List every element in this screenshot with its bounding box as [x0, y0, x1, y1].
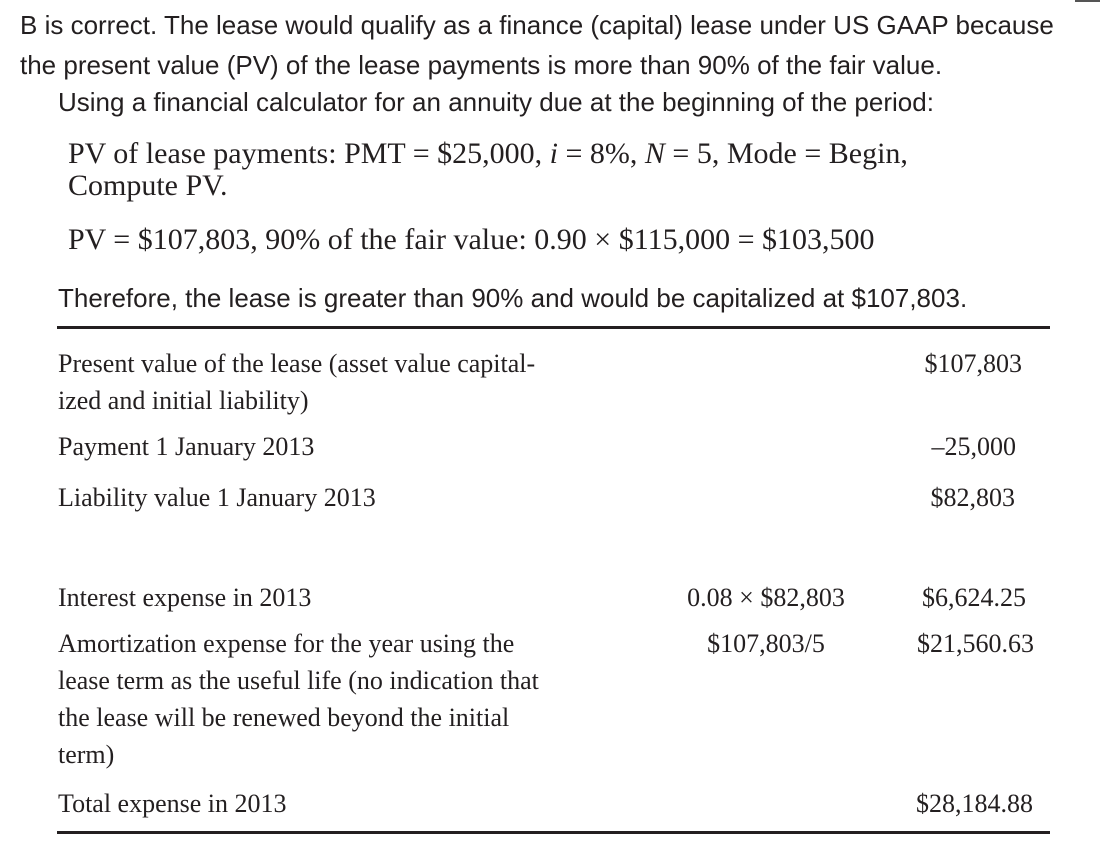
row-label-line: Interest expense in 2013 — [58, 583, 312, 612]
row-label-line: Liability value 1 January 2013 — [58, 483, 376, 512]
row-value: $82,803 — [930, 483, 1015, 512]
row-label-line: Total expense in 2013 — [58, 789, 287, 818]
row-label-line: Payment 1 January 2013 — [58, 432, 315, 461]
row-calc: 0.08 × $82,803 — [687, 583, 845, 612]
conclusion-text: Therefore, the lease is greater than 90% and would be capitalized at $107,803. — [58, 283, 968, 313]
row-value: –25,000 — [931, 432, 1016, 461]
table-top-rule — [57, 326, 1050, 329]
intro-line-1: B is correct. The lease would qualify as a finance (capital) lease under US GAAP because — [20, 10, 1054, 40]
row-label-line: ized and initial liability) — [58, 386, 309, 415]
row-calc: $107,803/5 — [707, 629, 825, 658]
intro-line-3: Using a financial calculator for an annuity due at the beginning of the period: — [58, 87, 934, 117]
row-label-line: the lease will be renewed beyond the initial — [58, 703, 510, 732]
row-label-line: Present value of the lease (asset value capital- — [58, 349, 536, 378]
row-label-line: Amortization expense for the year using the — [58, 629, 515, 658]
pv-result-line: PV = $107,803, 90% of the fair value: 0.90 × $115,000 = $103,500 — [68, 223, 875, 256]
top-edge-line — [1075, 0, 1100, 2]
table-bottom-rule — [57, 831, 1050, 834]
row-value: $28,184.88 — [916, 789, 1033, 818]
pv-calc-line: PV of lease payments: PMT = $25,000, i = 8%, N = 5, Mode = Begin, — [68, 137, 908, 170]
row-value: $107,803 — [924, 349, 1022, 378]
row-value: $21,560.63 — [917, 629, 1034, 658]
row-label-line: term) — [58, 740, 115, 769]
intro-line-2: the present value (PV) of the lease payments is more than 90% of the fair value. — [20, 50, 943, 80]
pv-calc-line-2: Compute PV. — [68, 169, 228, 202]
row-value: $6,624.25 — [922, 583, 1026, 612]
row-label-line: lease term as the useful life (no indication that — [58, 666, 539, 695]
